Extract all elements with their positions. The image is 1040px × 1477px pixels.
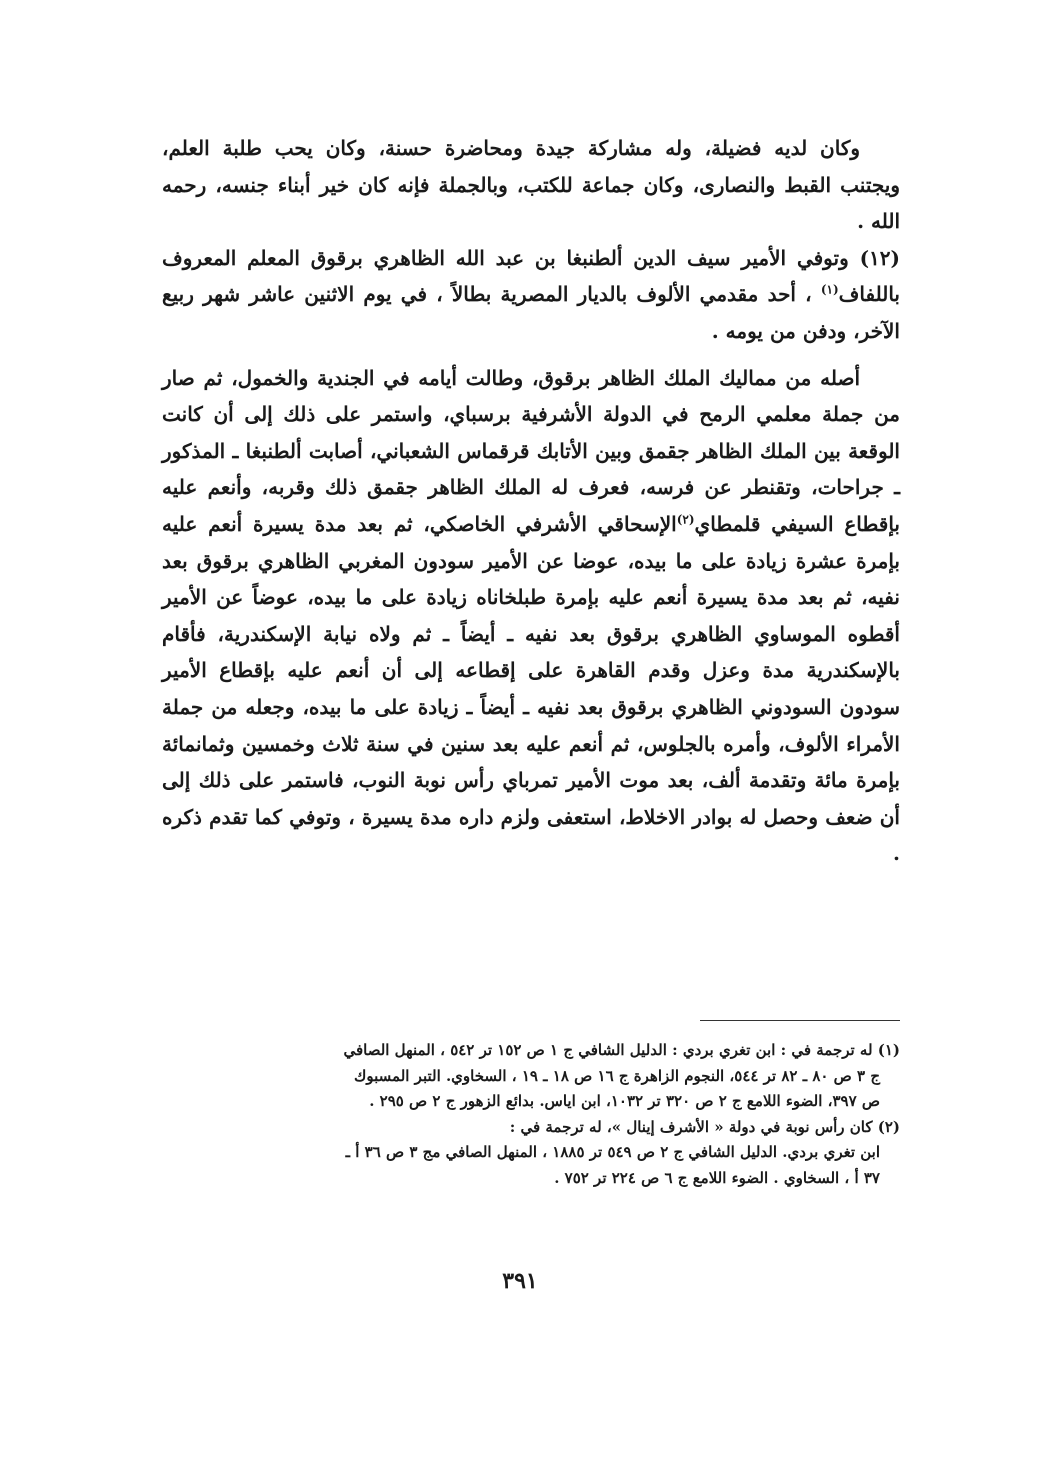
entry-number: (١٢) xyxy=(859,245,900,270)
main-text xyxy=(162,130,900,872)
footnote-1-line: ص ٣٩٧، الضوء اللامع ج ٢ ص ٣٢٠ تر ١٠٣٢، ابن اياس. بدائع الزهور ج ٢ ص ٢٩٥ . xyxy=(369,1092,880,1110)
footnote-1-line: (١) له ترجمة في : ابن تغري بردي : الدليل الشافي ج ١ ص ١٥٢ تر ٥٤٢ ، المنهل الصافي xyxy=(343,1041,900,1059)
paragraph-text: وتوفي الأمير سيف الدين ألطنبغا بن عبد الله الظاهري برقوق المعلم المعروف باللفاف xyxy=(162,245,900,307)
footnotes xyxy=(162,1038,900,1191)
paragraph-biography-end xyxy=(162,130,900,240)
footnote-ref-2[interactable]: (٢) xyxy=(676,512,695,527)
paragraph-text: ، أحد مقدمي الألوف بالديار المصرية بطالاً ، في يوم الاثنين عاشر شهر ربيع الآخر، ودفن من يومه . xyxy=(162,282,900,343)
paragraph-text: الإسحاقي الأشرفي الخاصكي، ثم بعد مدة يسيرة أنعم عليه بإمرة عشرة زيادة على ما بيده، عوضا عن الأمير سودون المغربي الظاهري برقوق بعد نفيه، ثم بعد مدة يسيرة أنعم عليه بإمرة طبلخاناه زيادة على ما بيده، عوضاً عن الأمير أقطوه الموساوي الظاهري برقوق بعد نفيه ـ أيضاً ـ ثم ولاه نيابة الإسكندرية، فأقام بالإسكندرية مدة وعزل وقدم القاهرة على إقطاعه إلى أن أنعم عليه بإقطاع الأمير سودون السودوني الظاهري برقوق بعد نفيه ـ أيضاً ـ زيادة على ما بيده، وجعله من جملة الأمراء الألوف، وأمره بالجلوس، ثم أنعم عليه بعد سنين في سنة ثلاث وخمسين وثمانمائة بإمرة مائة وتقدمة ألف، بعد موت الأمير تمرباي رأس نوبة النوب، فاستمر على ذلك إلى أن ضعف وحصل له بوادر الاخلاط، استعفى ولزم داره مدة يسيرة ، وتوفي كما تقدم ذكره . xyxy=(162,511,900,866)
paragraph-origin xyxy=(162,360,900,872)
paragraph-entry-12 xyxy=(162,240,900,350)
footnote-separator xyxy=(700,1020,900,1021)
paragraph-text: أصله من مماليك الملك الظاهر برقوق، وطالت أيامه في الجندية والخمول، ثم صار من جملة معلمي الرمح في الدولة الأشرفية برسباي، واستمر على ذلك إلى أن كانت الوقعة بين الملك الظاهر جقمق وبين الأتابك قرقماس الشعباني، أصابت ألطنبغا ـ المذكور ـ جراحات، وتقنطر عن فرسه، فعرف له الملك الظاهر جقمق ذلك وقربه، وأنعم عليه بإقطاع السيفي قلمطاي xyxy=(162,365,901,536)
footnote-2-line: ابن تغري بردي. الدليل الشافي ج ٢ ص ٥٤٩ تر ١٨٨٥ ، المنهل الصافي مج ٣ ص ٣٦ أ ـ xyxy=(345,1143,880,1161)
footnote-2-line: (٢) كان رأس نوبة في دولة « الأشرف إينال »، له ترجمة في : xyxy=(509,1117,900,1136)
footnote-2-line: ٣٧ أ ، السخاوي . الضوء اللامع ج ٦ ص ٢٢٤ تر ٧٥٢ . xyxy=(554,1168,880,1187)
footnote-ref-1[interactable]: (١) xyxy=(820,282,839,297)
footnote-1-line: ج ٣ ص ٨٠ ـ ٨٢ تر ٥٤٤، النجوم الزاهرة ج ١٦ ص ١٨ ـ ١٩ ، السخاوي. التبر المسبوك xyxy=(354,1066,880,1085)
paragraph-text: وكان لديه فضيلة، وله مشاركة جيدة ومحاضرة حسنة، وكان يحب طلبة العلم، ويجتنب القبط والنصارى، وكان جماعة للكتب، وبالجملة فإنه كان خير أبناء جنسه، رحمه الله . xyxy=(162,136,900,234)
page-number: ٣٩١ xyxy=(502,1268,538,1294)
